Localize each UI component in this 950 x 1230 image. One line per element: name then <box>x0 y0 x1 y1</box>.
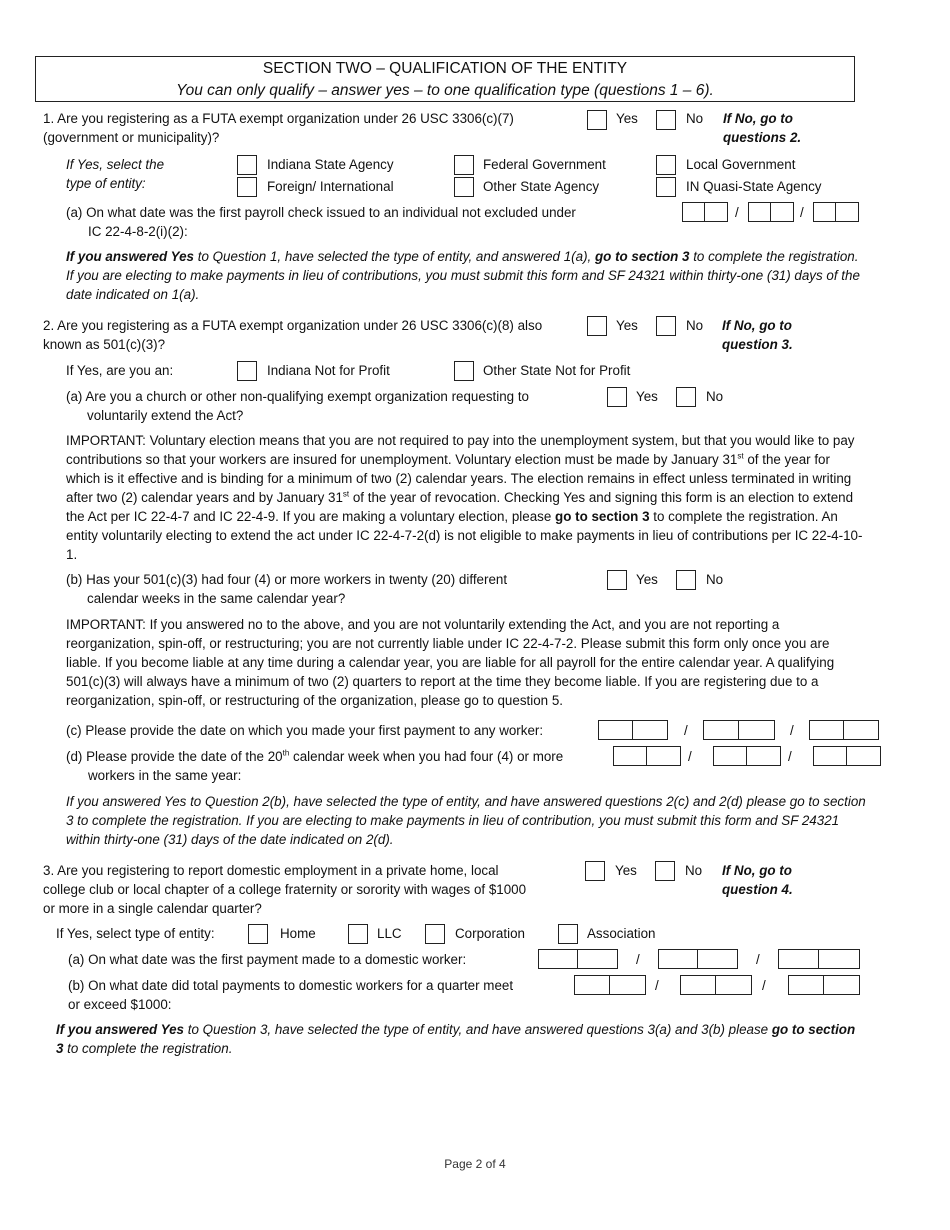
q3-home-label: Home <box>280 926 316 941</box>
q2b-yes-label: Yes <box>636 572 658 587</box>
q1a-date-separator: / <box>800 205 804 220</box>
q1a-date-month[interactable] <box>682 202 728 222</box>
q1-indiana-state-agency-label: Indiana State Agency <box>267 157 394 172</box>
q1-local-government-checkbox[interactable] <box>656 155 676 175</box>
q2c-date-day[interactable] <box>703 720 775 740</box>
q1-local-government-label: Local Government <box>686 157 796 172</box>
q2-no-checkbox[interactable] <box>656 316 676 336</box>
section-title: SECTION TWO – QUALIFICATION OF THE ENTITY <box>262 60 628 77</box>
q1a-date-day[interactable] <box>748 202 794 222</box>
q3a-date-separator: / <box>636 952 640 967</box>
q2-no-label: No <box>686 318 704 333</box>
q1a-date-year[interactable] <box>813 202 859 222</box>
q3-yes-label: Yes <box>615 863 637 878</box>
q1a-date-separator: / <box>735 205 739 220</box>
q1-yes-label: Yes <box>616 111 638 126</box>
q2a-question: (a) Are you a church or other non-qualifying exempt organization requesting to voluntarily extend the Act? <box>66 389 529 423</box>
q1-in-quasi-state-agency-checkbox[interactable] <box>656 177 676 197</box>
page-number: Page 2 of 4 <box>444 1157 506 1171</box>
q2d-date-separator: / <box>788 749 792 764</box>
q3-question: 3. Are you registering to report domestic employment in a private home, local college club or local chapter of a college fraternity or sorority with wages of $1000 or more in a single calendar quarter? <box>43 863 527 916</box>
q2-other-state-nfp-label: Other State Not for Profit <box>483 363 631 378</box>
q3a-date-day[interactable] <box>658 949 738 969</box>
q2b-yes-checkbox[interactable] <box>607 570 627 590</box>
q2b-question: (b) Has your 501(c)(3) had four (4) or more workers in twenty (20) different calendar weeks in the same calendar year? <box>66 572 508 606</box>
q2-yes-checkbox[interactable] <box>587 316 607 336</box>
section-header <box>35 56 855 102</box>
q2a-yes-label: Yes <box>636 389 658 404</box>
q2d-date-separator: / <box>688 749 692 764</box>
q1-if-no-instruction: If No, go to questions 2. <box>723 111 802 145</box>
q2-voluntary-election-notice: IMPORTANT: Voluntary election means that you are not required to pay into the unemployment system, but that you would like to pay contributions so that your workers are insured for unemployment. Voluntary election must be made by January 31st of the year for which is it effective and is binding for a minimum of two (2) calendar years. The election remains in effect unless terminated in writing after two (2) calendar years and by January 31st of the year of revocation. Checking Yes and signing this form is an election to extend the Act per IC 22-4-7 and IC 22-4-9. If you are making a voluntary election, please go to section 3 to complete the registration. An entity voluntarily electing to extend the act under IC 22-4-7-2(d) is not eligible to make payments in lieu of contributions per IC 22-4-10-1. <box>66 433 863 562</box>
q2c-question: (c) Please provide the date on which you made your first payment to any worker: <box>66 723 544 738</box>
q3-entity-type-label: If Yes, select type of entity: <box>56 926 215 941</box>
q3a-date-year[interactable] <box>778 949 860 969</box>
q1-no-checkbox[interactable] <box>656 110 676 130</box>
q2d-question: (d) Please provide the date of the 20th calendar week when you had four (4) or more workers in the same year: <box>66 748 564 783</box>
q1-foreign-international-label: Foreign/ International <box>267 179 394 194</box>
q2-other-state-nfp-checkbox[interactable] <box>454 361 474 381</box>
q2d-date-day[interactable] <box>713 746 781 766</box>
q2a-yes-checkbox[interactable] <box>607 387 627 407</box>
q3-association-label: Association <box>587 926 656 941</box>
q2b-no-label: No <box>706 572 724 587</box>
q2c-date-month[interactable] <box>598 720 668 740</box>
q3-llc-checkbox[interactable] <box>348 924 368 944</box>
q2b-no-checkbox[interactable] <box>676 570 696 590</box>
q1-entity-type-label: If Yes, select the type of entity: <box>66 157 165 191</box>
q1-foreign-international-checkbox[interactable] <box>237 177 257 197</box>
q2d-date-month[interactable] <box>613 746 681 766</box>
q1-in-quasi-state-agency-label: IN Quasi-State Agency <box>686 179 822 194</box>
q3-instruction-note: If you answered Yes to Question 3, have selected the type of entity, and have answered questions 3(a) and 3(b) please go to section 3 to complete the registration. <box>56 1022 856 1056</box>
q3b-date-separator: / <box>762 978 766 993</box>
q1a-question: (a) On what date was the first payroll check issued to an individual not excluded under IC 22-4-8-2(i)(2): <box>66 205 576 239</box>
q1-yes-checkbox[interactable] <box>587 110 607 130</box>
q2-if-no-instruction: If No, go to question 3. <box>722 318 793 352</box>
q1-question: 1. Are you registering as a FUTA exempt organization under 26 USC 3306(c)(7) (government or municipality)? <box>43 111 514 145</box>
q3-corporation-checkbox[interactable] <box>425 924 445 944</box>
q3-no-label: No <box>685 863 703 878</box>
q3b-date-separator: / <box>655 978 659 993</box>
q1-other-state-agency-label: Other State Agency <box>483 179 600 194</box>
q2-org-type-label: If Yes, are you an: <box>66 363 174 378</box>
q3a-date-month[interactable] <box>538 949 618 969</box>
q2-yes-label: Yes <box>616 318 638 333</box>
q3-home-checkbox[interactable] <box>248 924 268 944</box>
q2a-no-checkbox[interactable] <box>676 387 696 407</box>
q1-federal-government-checkbox[interactable] <box>454 155 474 175</box>
q3b-question: (b) On what date did total payments to domestic workers for a quarter meet or exceed $1000: <box>68 978 514 1012</box>
q3b-date-month[interactable] <box>574 975 646 995</box>
q1-instruction-note: If you answered Yes to Question 1, have selected the type of entity, and answered 1(a), go to section 3 to complete the registration. If you are electing to make payments in lieu of contributions, you must submit this form and SF 24321 within thirty-one (31) days of the date indicated on 1(a). <box>66 249 860 302</box>
q3-association-checkbox[interactable] <box>558 924 578 944</box>
q3-corporation-label: Corporation <box>455 926 525 941</box>
q2-liability-notice: IMPORTANT: If you answered no to the above, and you are not voluntarily extending the Act, and you are not reporting a reorganization, spin-off, or restructuring; you are not currently liable under IC 22-4-7-2. Please submit this form only once you are liable. If you become liable at any time during a calendar year, you are liable for all payroll for the entire calendar year. A qualifying 501(c)(3) will always have a minimum of two (2) quarters to report at the time they become liable. If you are registering due to a reorganization, spin-off, or restructuring of the organization, please go to question 5. <box>66 617 835 708</box>
q3a-date-separator: / <box>756 952 760 967</box>
q2a-no-label: No <box>706 389 724 404</box>
q3a-question: (a) On what date was the first payment made to a domestic worker: <box>68 952 467 967</box>
q3-no-checkbox[interactable] <box>655 861 675 881</box>
section-subtitle: You can only qualify – answer yes – to one qualification type (questions 1 – 6). <box>176 82 714 99</box>
q1-no-label: No <box>686 111 704 126</box>
q3-yes-checkbox[interactable] <box>585 861 605 881</box>
q3b-date-day[interactable] <box>680 975 752 995</box>
q2c-date-separator: / <box>684 723 688 738</box>
q2-indiana-nfp-checkbox[interactable] <box>237 361 257 381</box>
q3-llc-label: LLC <box>377 926 402 941</box>
q2c-date-separator: / <box>790 723 794 738</box>
q2d-date-year[interactable] <box>813 746 881 766</box>
q1-federal-government-label: Federal Government <box>483 157 606 172</box>
q3b-date-year[interactable] <box>788 975 860 995</box>
q1-indiana-state-agency-checkbox[interactable] <box>237 155 257 175</box>
q1-other-state-agency-checkbox[interactable] <box>454 177 474 197</box>
q2c-date-year[interactable] <box>809 720 879 740</box>
q2-instruction-note: If you answered Yes to Question 2(b), have selected the type of entity, and have answered questions 2(c) and 2(d) please go to section 3 to complete the registration. If you are electing to make payments in lieu of contribution, you must submit this form and SF 24321 within thirty-one (31) days of the date indicated on 2(d). <box>66 794 866 847</box>
q2-indiana-nfp-label: Indiana Not for Profit <box>267 363 390 378</box>
q2-question: 2. Are you registering as a FUTA exempt organization under 26 USC 3306(c)(8) also known as 501(c)(3)? <box>43 318 543 352</box>
q3-if-no-instruction: If No, go to question 4. <box>722 863 793 897</box>
